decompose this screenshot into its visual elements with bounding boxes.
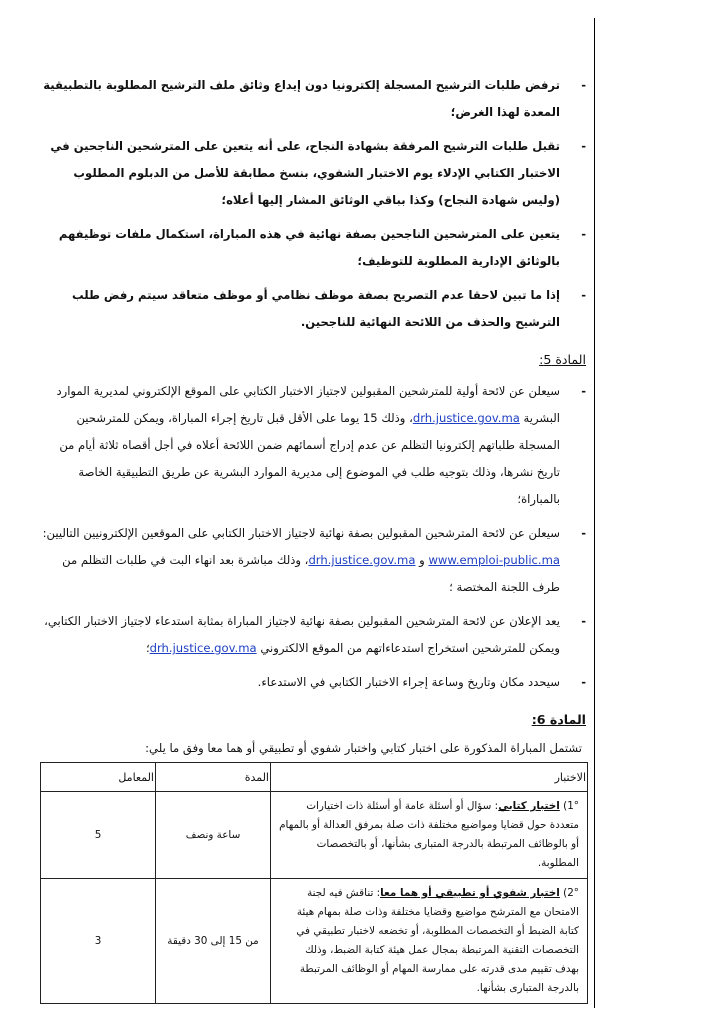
exam-column-header: الاختبار [271,763,588,792]
emploi-public-link[interactable]: www.emploi-public.ma [428,553,560,567]
list-item: - إذا ما تبين لاحقا عدم التصريح بصفة موظف نظامي أو موظف متعاقد سيتم رفض طلب الترشيح والحذف من اللائحة النهائية للناجحين. [40,282,586,336]
list-item [40,520,586,601]
list-item: - يتعين على المترشحين الناجحين بصفة نهائية في هذه المباراة، استكمال ملفات توظيفهم بالوثائق الإدارية المطلوبة للتوظيف؛ [40,221,586,275]
table-row [41,879,588,1004]
drh-justice-link[interactable]: drh.justice.gov.ma [149,641,257,655]
coefficient-column-header: المعامل [41,763,156,792]
exam-duration: ساعة ونصف [156,792,271,879]
drh-justice-link[interactable]: drh.justice.gov.ma [412,411,520,425]
text-part: يعد الإعلان عن لائحة المترشحين المقبولين بصفة نهائية لاجتياز المباراة بمثابة استدعاء لاجتياز الاختبار الكتابي، ويمكن للمترشحين استخراج استدعاءاتهم من الموقع الالكتروني [44,614,560,655]
exam-coefficient: 3 [41,879,156,1004]
article-6-heading: المادة 6: [531,712,586,727]
margin-line [594,18,595,1008]
list-item: - سيحدد مكان وتاريخ وساعة إجراء الاختبار الكتابي في الاستدعاء. [40,669,586,696]
duration-column-header: المدة [156,763,271,792]
exam-text: : سؤال أو أسئلة عامة أو أسئلة ذات اختيارات متعددة حول قضايا ومواضيع مختلفة ذات صلة بمرفق العدالة أو بالمهام أو بالوظائف المرتبطة بالدرجة المتبارى بشأنها، أو بالتخصصات المطلوبة. [279,800,579,869]
table-row [41,792,588,879]
article-6-intro: تشتمل المباراة المذكورة على اختبار كتابي واختبار شفوي أو تطبيقي أو هما معا وفق ما يلي: [145,741,582,755]
exam-text: : تناقش فيه لجنة الامتحان مع المترشح مواضيع وقضايا مختلفة وذات صلة بمهام هيئة كتابة الضبط أو التخصصات المطلوبة، أو تخضعه لاختبار تطبيقي في التخصصات التقنية المرتبطة بمجال عمل هيئة كتابة الضبط، وذلك بهدف تقييم مدى قدرته على ممارسة المهام أو الوظائف المرتبطة بالدرجة المتبارى بشأنها. [296,887,579,994]
list-item [40,608,586,662]
text-part: ، وذلك 15 يوما على الأقل قبل تاريخ إجراء المباراة، ويمكن للمترشحين المسجلة طلباتهم إلكترونيا التظلم عن عدم إدراج أسمائهم ضمن اللائحة أعلاه في أجل أقصاه ثلاثة أيام من تاريخ نشرها، وذلك بتوجيه طلب في الموضوع إلى مديرية الموارد البشرية عن طريق التطبيقية الخاصة بالمباراة؛ [59,411,560,506]
list-item [40,378,586,513]
exam-duration: من 15 إلى 30 دقيقة [156,879,271,1004]
text-part: ؛ [145,641,150,655]
document-page [40,72,586,1004]
text-part: ، وذلك مباشرة بعد انهاء البت في طلبات التظلم من طرف اللجنة المختصة ؛ [62,553,560,594]
table-header-row [41,763,588,792]
text-part: سيعلن عن لائحة أولية للمترشحين المقبولين لاجتياز الاختبار الكتابي على الموقع الإلكتروني لمديرية الموارد البشرية [56,384,560,425]
list-item: - تقبل طلبات الترشيح المرفقة بشهادة النجاح، على أنه يتعين على المترشحين الناجحين في الاختبار الكتابي الإدلاء يوم الاختبار الشفوي، بنسخ مطابقة للأصل من الدبلوم المطلوب (وليس شهادة النجاح) وكذا بباقي الوثائق المشار إليها أعلاه؛ [40,133,586,214]
exam-coefficient: 5 [41,792,156,879]
exam-number: 2°) [559,887,579,899]
exam-description [271,792,588,879]
exam-number: 1°) [559,800,579,812]
exam-title: اختبار شفوي أو تطبيقي أو هما معا [380,887,560,899]
drh-justice-link[interactable]: drh.justice.gov.ma [308,553,416,567]
text-part: و [415,553,429,567]
list-item: - ترفض طلبات الترشيح المسجلة إلكترونيا دون إيداع وثائق ملف الترشيح المطلوبة بالتطبيقية المعدة لهذا الغرض؛ [40,72,586,126]
text-part: سيعلن عن لائحة المترشحين المقبولين بصفة نهائية لاجتياز الاختبار الكتابي على الموقعين الإلكترونيين التاليين: [42,526,560,540]
exam-table [40,762,588,1004]
article-5-heading: المادة 5: [539,352,586,367]
exam-description [271,879,588,1004]
exam-title: اختبار كتابي [498,800,560,812]
